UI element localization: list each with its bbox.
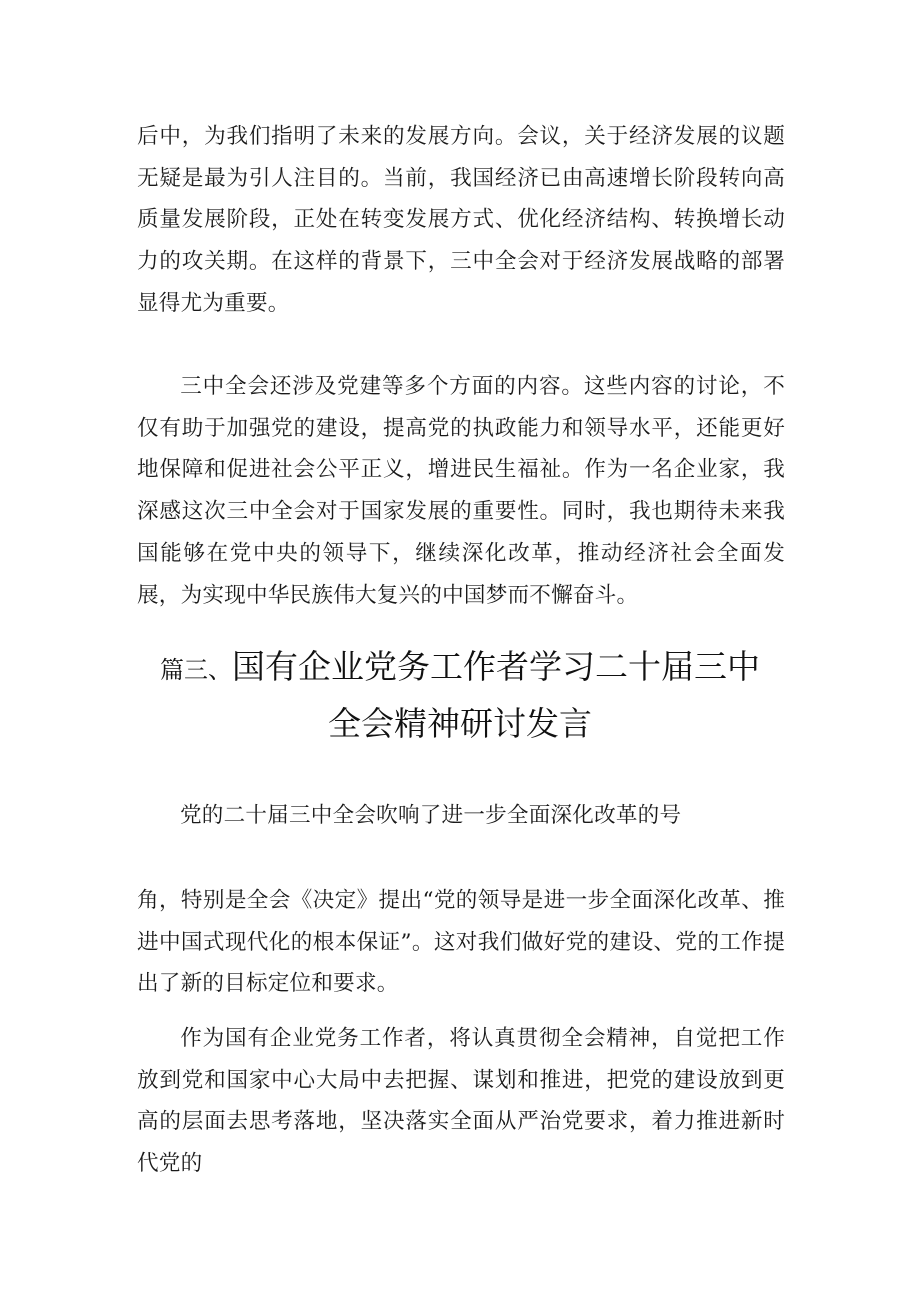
body-paragraph: 三中全会还涉及党建等多个方面的内容。这些内容的讨论，不仅有助于加强党的建设，提高党的执政能力和领导水平，还能更好地保障和促进社会公平正义，增进民生福祉。作为一名企业家，我深感这次三中全会对于国家发展的重要性。同时，我也期待未来我国能够在党中央的领导下，继续深化改革，推动经济社会全面发展，为实现中华民族伟大复兴的中国梦而不懈奋斗。 (137, 374, 785, 608)
section-heading-prefix: 篇三、 (160, 656, 232, 684)
section-heading-line1: 国有企业党务工作者学习二十届三中 (232, 647, 760, 686)
body-paragraph: 角，特别是全会《决定》提出“党的领导是进一步全面深化改革、推进中国式现代化的根本保证”。这对我们做好党的建设、党的工作提出了新的目标定位和要求。 (137, 888, 785, 997)
section-heading-line2: 全会精神研讨发言 (328, 704, 592, 743)
body-paragraph: 后中，为我们指明了未来的发展方向。会议，关于经济发展的议题无疑是最为引人注目的。当前，我国经济已由高速增长阶段转向高质量发展阶段，正处在转变发展方式、优化经济结构、转换增长动力的攻关期。在这样的背景下，三中全会对于经济发展战略的部署显得尤为重要。 (137, 124, 785, 316)
body-paragraph: 党的二十届三中全会吹响了进一步全面深化改革的号 (180, 803, 682, 828)
body-paragraph: 作为国有企业党务工作者，将认真贯彻全会精神，自觉把工作放到党和国家中心大局中去把握、谋划和推进，把党的建设放到更高的层面去思考落地，坚决落实全面从严治党要求，着力推进新时代党的 (137, 1026, 785, 1177)
section-heading (120, 640, 800, 751)
